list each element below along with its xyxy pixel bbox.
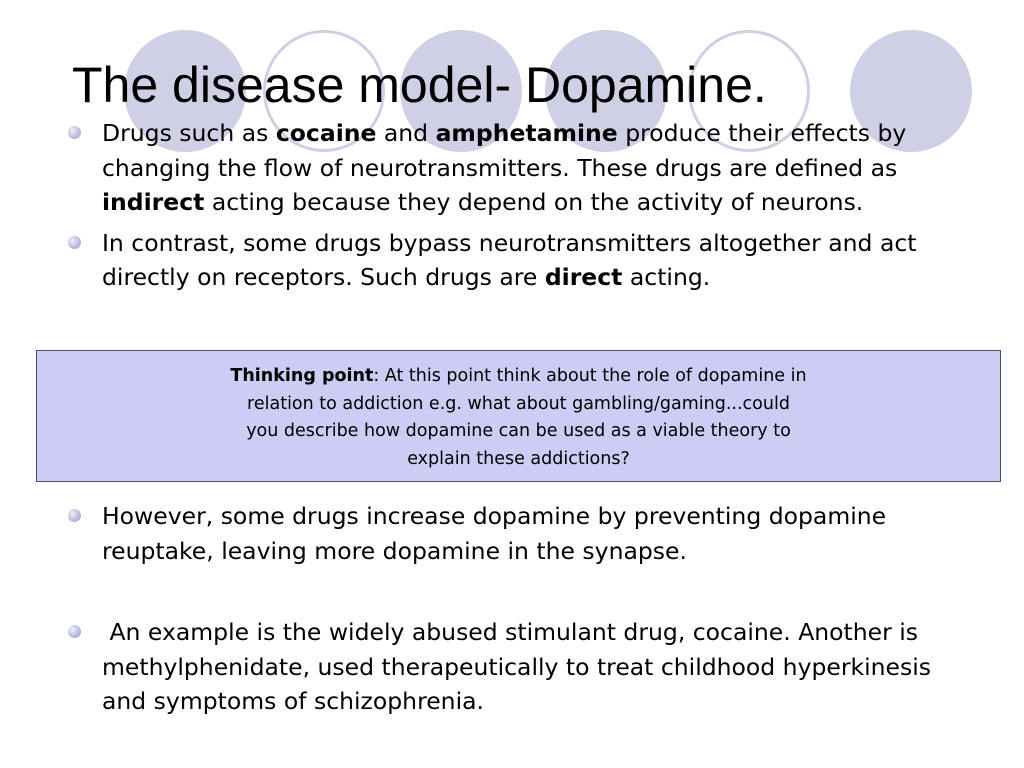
bullet-text: However, some drugs increase dopamine by preventing dopamine reuptake, leaving more dopamine in the synapse. <box>102 502 887 565</box>
bullet-bold-term: indirect <box>102 188 205 216</box>
bullet-text: acting because they depend on the activity of neurons. <box>204 188 864 216</box>
bullet-bold-term: amphetamine <box>435 119 618 147</box>
bullet-text: produce their effects by changing the flow of neurotransmitters. These drugs are defined as <box>102 119 907 182</box>
bullet-item <box>66 615 966 719</box>
bullet-text: acting. <box>622 263 711 291</box>
thinking-point-line: explain these addictions? <box>407 448 630 469</box>
bullet-dot-icon <box>68 509 81 522</box>
bullet-list-top <box>66 116 966 295</box>
bullet-item <box>66 499 966 568</box>
bullet-item <box>66 226 966 295</box>
bullet-text: Drugs such as <box>102 119 276 147</box>
thinking-point-box <box>36 350 1001 482</box>
bullet-text: and <box>376 119 436 147</box>
bullet-dot-icon <box>68 236 81 249</box>
thinking-point-line: relation to addiction e.g. what about gambling/gaming...could <box>247 393 790 414</box>
bullet-dot-icon <box>68 625 81 638</box>
thinking-point-line <box>37 363 1000 391</box>
bullet-bold-term: direct <box>544 263 623 291</box>
bullet-list-bottom <box>66 615 966 719</box>
thinking-point-line: you describe how dopamine can be used as a viable theory to <box>246 421 791 441</box>
thinking-point-text: : At this point think about the role of dopamine in <box>373 366 807 386</box>
bullet-dot-icon <box>68 126 81 139</box>
bullet-bold-term: cocaine <box>275 119 377 147</box>
bullet-item <box>66 116 966 220</box>
bullet-text: An example is the widely abused stimulant drug, cocaine. Another is methylphenidate, used therapeutically to treat childhood hyperkinesis and symptoms of schizophrenia. <box>102 618 939 715</box>
thinking-point-label: Thinking point <box>230 366 374 386</box>
slide-title: The disease model- Dopamine. <box>72 57 767 113</box>
bullet-text: In contrast, some drugs bypass neurotransmitters altogether and act directly on receptors. Such drugs are <box>102 228 917 291</box>
bullet-list-bottom <box>66 499 966 568</box>
